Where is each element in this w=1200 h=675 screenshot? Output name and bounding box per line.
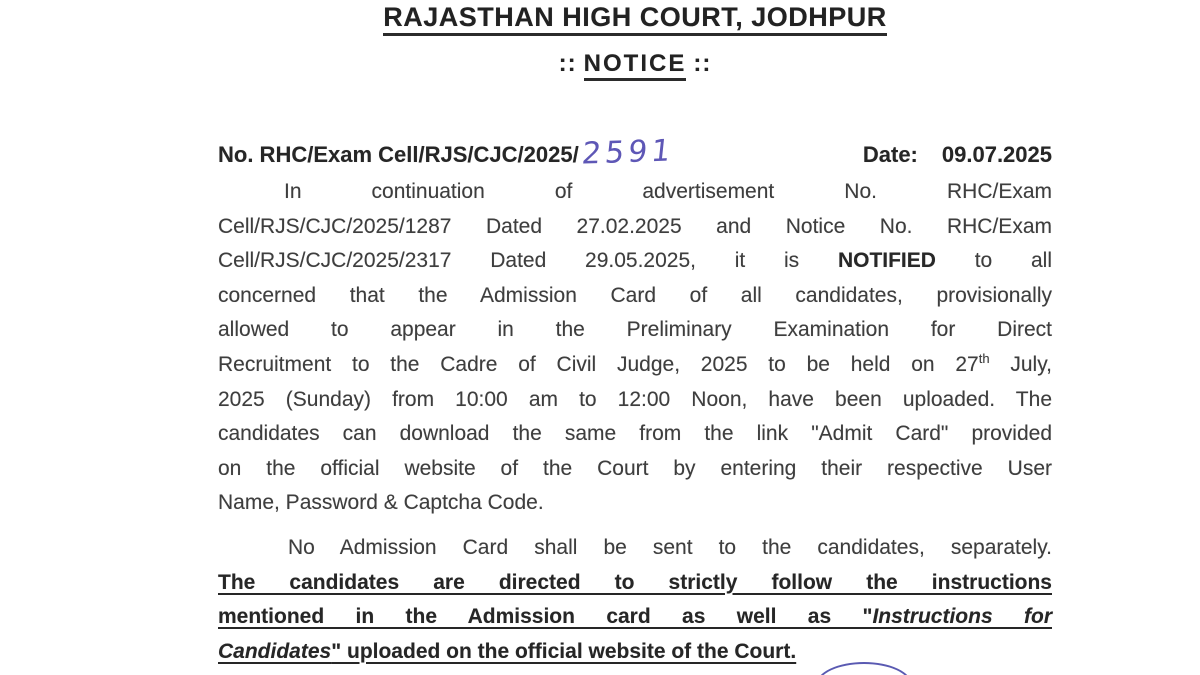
para2-line3-text-a: mentioned in the Admission card as well as " — [218, 605, 873, 629]
notice-colon-right: :: — [693, 50, 712, 77]
notice-colon-left: :: — [558, 50, 577, 77]
para1-line3-text-c: to all — [935, 249, 1052, 273]
document-content — [218, 0, 1052, 669]
para1-line10: Name, Password & Captcha Code. — [218, 491, 544, 515]
para1-line6-text-a: Recruitment to the Cadre of Civil Judge, 2025 to be held on 27 — [218, 352, 979, 376]
date-value: 09.07.2025 — [941, 142, 1052, 167]
para2-line2: The candidates are directed to strictly follow the instructions — [218, 570, 1052, 594]
reference-number-label: No. RHC/Exam Cell/RJS/CJC/2025/ — [218, 142, 579, 167]
notice-word: NOTICE — [584, 50, 687, 81]
court-title-text: RAJASTHAN HIGH COURT, JODHPUR — [383, 2, 887, 36]
para1-line6-text-b: July, — [989, 352, 1052, 376]
para1-line9: on the official website of the Court by entering their respective User — [218, 456, 1052, 480]
para1-line3-text-a: Cell/RJS/CJC/2025/2317 Dated 29.05.2025, it is — [218, 249, 838, 273]
italic-instructions-for: Instructions for — [872, 605, 1052, 629]
page-title — [218, 0, 1052, 39]
reference-line — [218, 135, 1052, 171]
para1-line4: concerned that the Admission Card of all candidates, provisionally — [218, 283, 1052, 307]
para1-line5: allowed to appear in the Preliminary Examination for Direct — [218, 318, 1052, 342]
para2-line4 — [218, 635, 1052, 670]
para2-line3 — [218, 600, 1052, 635]
para1-line1: In continuation of advertisement No. RHC/Exam — [284, 180, 1052, 203]
notified-emphasis: NOTIFIED — [837, 249, 936, 273]
paragraph-instructions — [218, 531, 1052, 669]
date-group — [863, 142, 1052, 168]
para2-line1: No Admission Card shall be sent to the candidates, separately. — [288, 535, 1052, 559]
para1-line6 — [218, 348, 1052, 383]
para1-line8: candidates can download the same from the link "Admit Card" provided — [218, 422, 1052, 446]
date-label: Date: — [862, 142, 918, 167]
handwritten-serial-number: 2591 — [579, 133, 676, 172]
para1-line3 — [218, 244, 1052, 279]
notice-heading — [218, 49, 1052, 79]
italic-candidates: Candidates — [218, 639, 332, 663]
para1-line2: Cell/RJS/CJC/2025/1287 Dated 27.02.2025 and Notice No. RHC/Exam — [218, 214, 1052, 238]
superscript-th: th — [978, 350, 990, 366]
para2-line4-text-b: " uploaded on the official website of the Court. — [331, 639, 797, 663]
paragraph-admit-card-upload — [218, 175, 1052, 521]
para1-line7: 2025 (Sunday) from 10:00 am to 12:00 Noon, have been uploaded. The — [218, 387, 1052, 411]
